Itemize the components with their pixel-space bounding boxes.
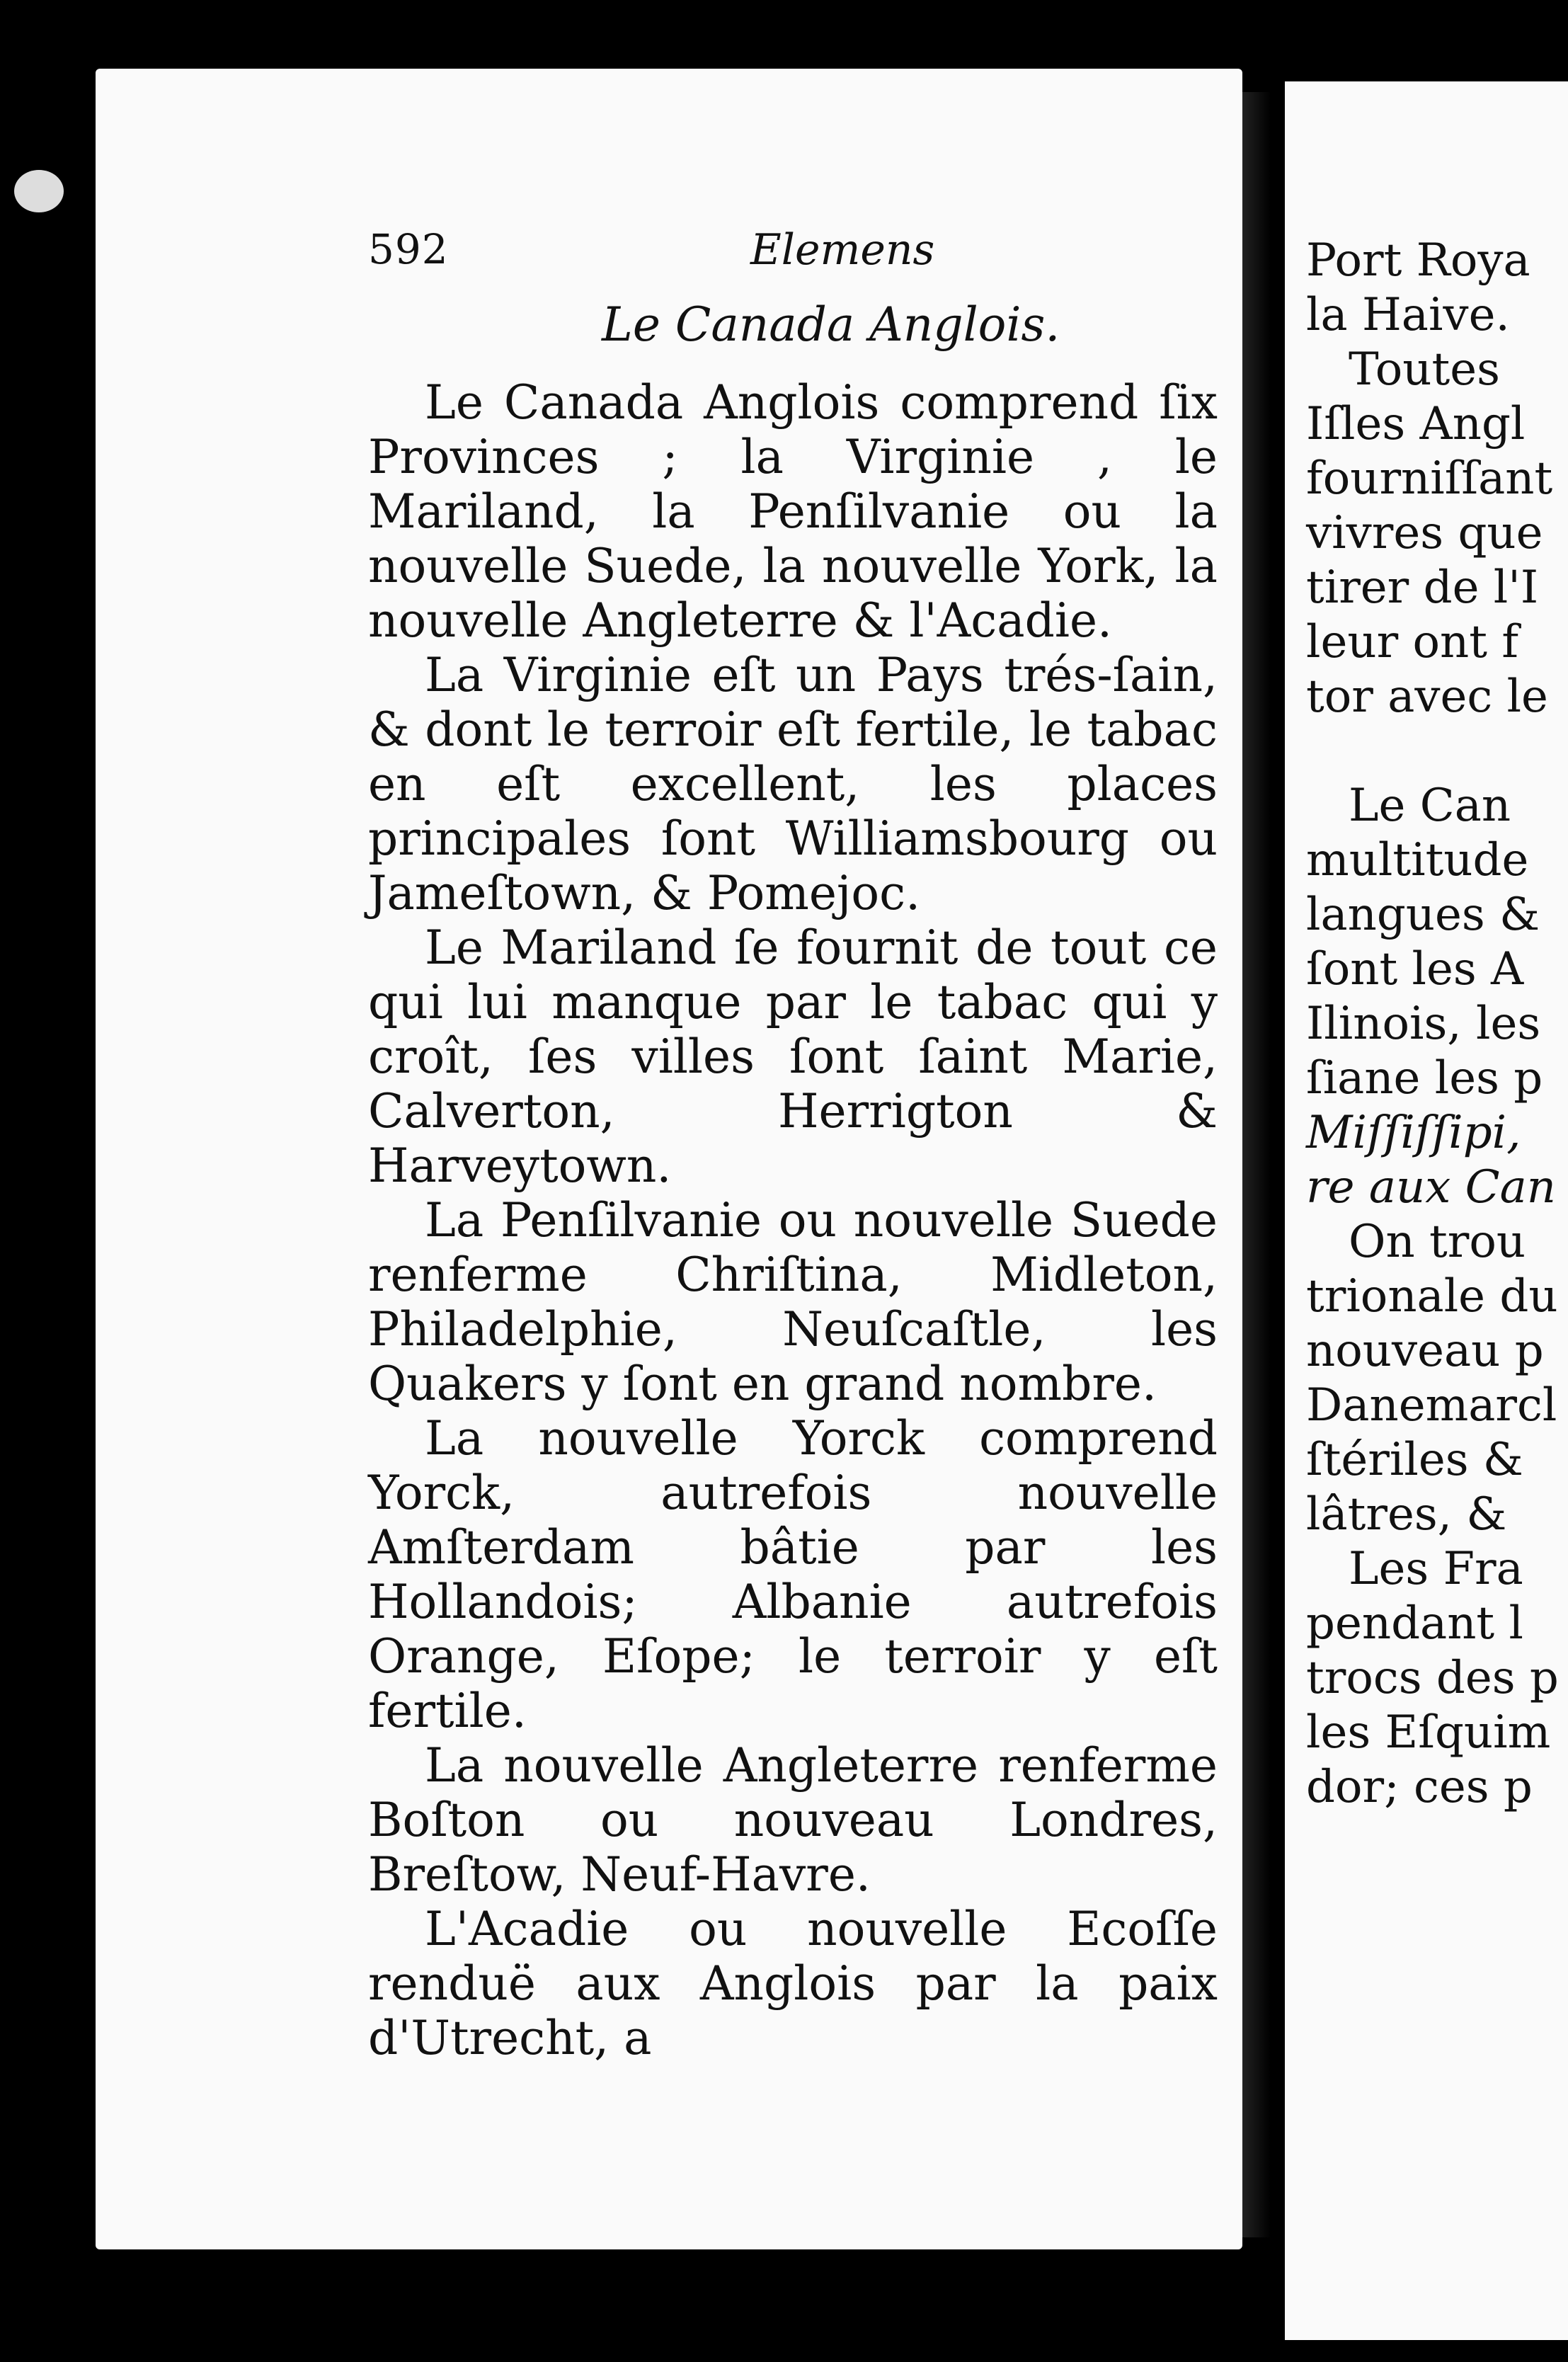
section-heading: Le Canada Anglois. [602,297,1060,352]
right-line: trocs des p [1306,1652,1559,1704]
paragraph: La Penſilvanie ou nouvelle Suede renferme Chriſtina, Midleton, Philadelphie, Neuſcaſtle, les Quakers y ſont en grand nombre. [368,1193,1218,1411]
right-line: ſiane les p [1306,1052,1543,1105]
right-line: langues & [1306,889,1540,941]
gutter-shadow [1242,92,1271,2237]
right-line: dor; ces p [1306,1761,1533,1813]
paragraph: Le Mariland ſe fournit de tout ce qui lui manque par le tabac qui y croît, ſes villes ſont ſaint Marie, Calverton, Herrigton & Harveytown. [368,920,1218,1193]
right-line: vivres que [1306,507,1543,559]
right-line: Les Fra [1349,1543,1523,1595]
paper-speck [14,170,64,212]
right-line: la Haive. [1306,289,1510,341]
right-line: Port Roya [1306,234,1530,287]
right-line: tirer de l'I [1306,561,1539,614]
right-page-text [1306,234,1559,1815]
right-line: nouveau p [1306,1325,1544,1377]
right-line: Le Can [1349,780,1511,832]
right-line: fourniſſant [1306,452,1553,505]
right-line: On trou [1349,1216,1526,1268]
right-line: les Eſquim [1306,1706,1551,1759]
right-line: lâtres, & [1306,1488,1507,1541]
right-line: ſont les A [1306,943,1524,995]
body-text [368,375,1218,2065]
page-number: 592 [368,225,449,273]
right-line: Iſles Angl [1306,398,1526,450]
right-line: multitude [1306,834,1529,886]
right-line: tor avec le [1306,671,1548,723]
right-line: re aux Can [1306,1161,1556,1214]
paragraph: La nouvelle Yorck comprend Yorck, autrefois nouvelle Amſterdam bâtie par les Hollandois; Albanie autrefois Orange, Eſope; le terroir y eſt fertile. [368,1411,1218,1738]
right-line: Toutes [1349,343,1500,396]
right-line [1306,724,1533,779]
paragraph: Le Canada Anglois comprend ſix Provinces ; la Virginie , le Mariland, la Penſilvanie ou la nouvelle Suede, la nouvelle York, la nouvelle Angleterre & l'Acadie. [368,375,1218,648]
right-line: Miſſiſſipi, [1306,1107,1521,1159]
right-line: Danemarcl [1306,1379,1557,1432]
paragraph: La Virginie eſt un Pays trés-ſain, & dont le terroir eſt fertile, le tabac en eſt excellent, les places principales ſont Williamsbourg ou Jameſtown, & Pomejoc. [368,648,1218,920]
right-line: pendant l [1306,1597,1523,1650]
right-line: leur ont f [1306,616,1518,668]
right-line: trionale du [1306,1270,1558,1323]
running-head: Elemens [750,225,935,275]
paragraph: L'Acadie ou nouvelle Ecoſſe renduë aux Anglois par la paix d'Utrecht, a [368,1902,1218,2065]
right-line: ſtériles & [1306,1434,1523,1486]
paragraph: La nouvelle Angleterre renferme Boſton ou nouveau Londres, Breſtow, Neuf-Havre. [368,1738,1218,1902]
right-line: Ilinois, les [1306,998,1541,1050]
